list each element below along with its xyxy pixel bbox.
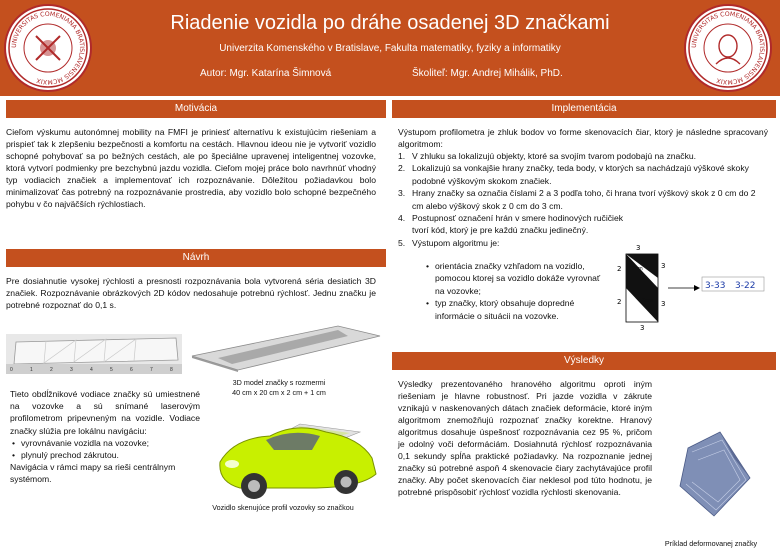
vysledky-text: Výsledky prezentovaného hranového algoritmu oproti iným riešeniam je hlavne robustnosť. Pri jazde vozidla v zákrute vznikajú v naskenovaných dátach značiek deformácie, ktoré iným algoritmom znemožňujú rozpoznať značky korektne. Hranový algoritmus dosahuje úspešnosť rozpoznávania cez 95 %, pričom je odolný voči deformáciám. Dosiahnutá rýchlosť rozpoznávania 0,1 sekundy spĺňa praktické požiadavky. Na rozpoznanie jednej značky sú potrebné aspoň 4 skenovacie čiary zachytávajúce profil značky. Aby počet skenovacích čiar neklesol pod túto hodnotu, je potrebné prispôsobiť rýchlosť vozidla rýchlosti skenovania.	[398, 379, 652, 497]
list-item: • typ značky, ktorý obsahuje dopredné informácie o situácii na vozovke.	[424, 297, 602, 322]
section-heading-navrh: Návrh	[6, 249, 386, 267]
poster-supervisor: Školiteľ: Mgr. Andrej Mihálik, PhD.	[412, 68, 563, 79]
marker-3d-model-svg	[188, 316, 382, 372]
deformed-marker-svg	[658, 418, 768, 536]
algorithm-steps	[398, 150, 768, 249]
marker-code-b: 3-22	[735, 281, 756, 291]
list-item: 1. V zhluku sa lokalizujú objekty, ktoré sa svojím tvarom podobajú na značku.	[398, 151, 697, 161]
svg-text:UNIVERSITAS COMENIANA BRATISLA	[691, 11, 765, 85]
edge-label: 2	[617, 265, 622, 273]
poster-subtitle: Univerzita Komenského v Bratislave, Fakulta matematiky, fyziky a informatiky	[219, 43, 561, 54]
edge-label: 3	[640, 324, 645, 332]
marker-photo	[6, 334, 182, 374]
navrh-outro: Navigácia v rámci mapy sa rieši centrálnym systémom.	[10, 462, 176, 485]
navrh-text: Pre dosiahnutie vysokej rýchlosti a presnosti rozpoznávania bola vytvorená séria desiatich 3D značiek. Rozpoznávanie obrázkových 2D kódov nedosahuje potrebnú rýchlosť. Jednu značku je potrebné rozpoznať do 0,1 s.	[6, 276, 376, 310]
list-item: • plynulý prechod zákrutou.	[10, 449, 200, 461]
list-item: 3. Hrany značky sa označia číslami 2 a 3 podľa toho, či hrana tvorí výškový skok z 0 cm do 2 cm alebo výškový skok z 0 cm do 3 cm.	[398, 188, 756, 211]
list-item: • vyrovnávanie vozidla na vozovke;	[10, 437, 200, 449]
seal-right-icon	[686, 6, 770, 90]
list-item: 4. Postupnosť označení hrán v smere hodinových ručičiek tvorí kód, ktorý je pre každú značku jedinečný.	[398, 213, 624, 236]
edge-label: 3	[661, 262, 666, 270]
university-seal-right	[684, 4, 772, 92]
marker-photo-svg	[6, 334, 182, 374]
edge-label: 2	[617, 298, 622, 306]
seal-left-textpath: UNIVERSITAS COMENIANA BRATISLAVENSIS MCMXIX	[10, 10, 86, 86]
list-item: 5. Výstupom algoritmu je:	[398, 237, 500, 248]
car-caption: Vozidlo skenujúce profil vozovky so značkou	[212, 503, 354, 512]
section-heading-motivacia: Motivácia	[6, 100, 386, 118]
height-label: 3cm	[642, 298, 653, 304]
ruler-label: 1	[30, 367, 33, 373]
marker-3d-model	[188, 316, 382, 372]
ruler-label: 3	[70, 367, 73, 373]
marker-code-diagram	[612, 238, 772, 332]
navrh-description	[10, 388, 200, 486]
ruler-label: 2	[50, 367, 53, 373]
navrh-intro: Tieto obdĺžnikové vodiace značky sú umiestnené na vozovke a sú snímané laserovým profilometrom pripevneným na vozidle. Vodiace značky slúžia pre lokálnu navigáciu:	[10, 389, 200, 436]
marker-code-diagram-svg	[612, 238, 772, 332]
car-illustration-svg	[200, 402, 384, 502]
deformed-marker-figure	[658, 418, 768, 552]
car-illustration	[200, 402, 384, 502]
ruler-label: 7	[150, 367, 153, 373]
ruler-label: 5	[110, 367, 113, 373]
poster-author: Autor: Mgr. Katarína Šimnová	[200, 68, 332, 79]
height-label: 2cm	[632, 266, 643, 272]
list-item: 2. Lokalizujú sa vonkajšie hrany značky, teda body, v ktorých sa nachádzajú výškové skoky podobné výškovým skokom značiek.	[398, 163, 749, 186]
output-list	[424, 260, 602, 322]
section-heading-implementacia: Implementácia	[392, 100, 776, 118]
ruler-label: 8	[170, 367, 173, 373]
list-item: • orientácia značky vzhľadom na vozidlo, pomocou ktorej sa vozidlo dokáže vyrovnať na vozovke;	[424, 260, 602, 297]
vysledky-text-wrap	[398, 378, 768, 552]
ruler-label: 4	[90, 367, 93, 373]
edge-label: 3	[636, 244, 641, 252]
ruler-label: 6	[130, 367, 133, 373]
poster-header	[0, 0, 780, 96]
figure-caption: Príklad deformovanej značky	[664, 539, 758, 548]
implementacia-intro: Výstupom profilometra je zhluk bodov vo forme skenovacích čiar, ktorý je následne spracovaný algoritmom:	[398, 127, 768, 149]
poster-title: Riadenie vozidla po dráhe osadenej 3D značkami	[170, 12, 610, 34]
marker-caption: 3D model značky s rozmermi 40 cm x 20 cm x 2 cm + 1 cm	[232, 378, 326, 397]
motivacia-text: Cieľom výskumu autonómnej mobility na FMFI je priniesť alternatívu k existujúcim riešeniam a prispieť tak k zlepšeniu bezpečnosti a komfortu na cestách. Hlavnou ideou nie je vytvoriť vozidlo schopné pohybovať sa po bežných cestách, ale po špeciálne upravenej inteligentnej vozovke, ktorá vytvorí podmienky pre bezchybnú jazdu vozidla. Cieľom mojej práce bolo navrhnúť vhodný typ vodiacich značiek a implementovať ich rozpoznávanie. Dôležitou požiadavkou bolo minimalizovať čas potrebný na rozpoznávanie prostredia, aby vozidlo bolo schopné bezpečného pohybu v čo najväčších rýchlostiach.	[6, 127, 376, 209]
marker-code-a: 3-33	[705, 281, 726, 291]
section-heading-vysledky: Výsledky	[392, 352, 776, 370]
seal-right-textpath: UNIVERSITAS COMENIANA BRATISLAVENSIS MCMXIX	[690, 10, 766, 86]
edge-label: 3	[661, 300, 666, 308]
ruler-label: 0	[10, 367, 13, 373]
navigation-list	[10, 437, 200, 461]
